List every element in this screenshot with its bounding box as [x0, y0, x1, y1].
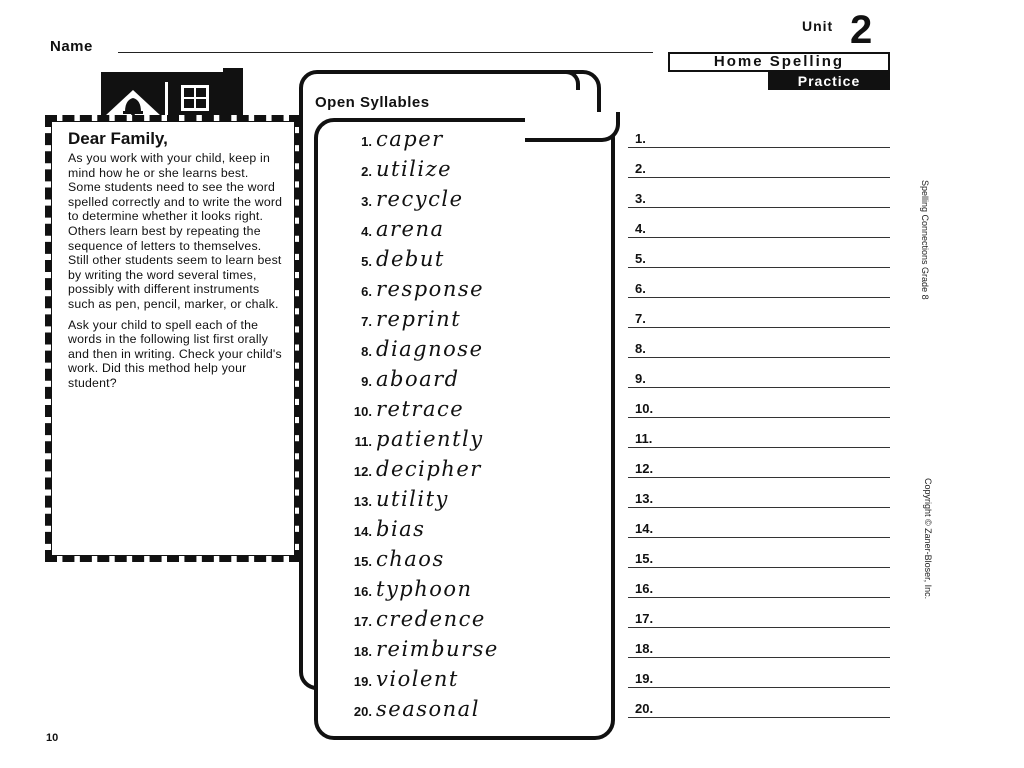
answer-number: 13.: [635, 491, 654, 506]
answer-line[interactable]: [628, 338, 890, 358]
word-item: [336, 427, 606, 457]
word-item: [336, 607, 606, 637]
letter-heading: Dear Family,: [68, 129, 168, 148]
answer-line[interactable]: [628, 248, 890, 268]
answer-number: 6.: [635, 281, 646, 296]
spelling-word: seasonal: [376, 697, 480, 721]
spelling-word: decipher: [376, 457, 482, 481]
word-item: [336, 217, 606, 247]
spelling-word: violent: [376, 667, 459, 691]
word-item: [336, 307, 606, 337]
word-number: 1.: [361, 134, 372, 149]
spelling-word: retrace: [376, 397, 465, 421]
letter-paragraph-1: As you work with your child, keep in mind how he or she learns best. Some students need to see the word spelled correctly and to write the word to determine whether it looks right. Others learn best by repeating the sequence of letters to themselves. Still other students seem to learn best by writing the word several times, possibly with different instruments such as pen, pencil, marker, or chalk.: [68, 151, 283, 311]
word-number: 2.: [361, 164, 372, 179]
answer-number: 11.: [635, 431, 653, 446]
word-item: [336, 277, 606, 307]
spelling-word: recycle: [376, 187, 464, 211]
answer-line[interactable]: [628, 608, 890, 628]
answer-number: 8.: [635, 341, 646, 356]
word-number: 15.: [353, 554, 372, 569]
spelling-word: bias: [376, 517, 426, 541]
word-item: [336, 517, 606, 547]
copyright-notice: Copyright © Zaner-Bloser, Inc.: [923, 478, 933, 600]
family-letter: [45, 115, 301, 562]
word-number: 4.: [361, 224, 372, 239]
word-item: [336, 397, 606, 427]
word-item: [336, 457, 606, 487]
spelling-word: diagnose: [376, 337, 484, 361]
answer-number: 10.: [635, 401, 654, 416]
spelling-word: reprint: [376, 307, 462, 331]
answer-number: 2.: [635, 161, 646, 176]
page-number: 10: [46, 732, 59, 744]
word-item: [336, 367, 606, 397]
word-item: [336, 247, 606, 277]
answer-line[interactable]: [628, 368, 890, 388]
answer-number: 14.: [635, 521, 654, 536]
spelling-word: utilize: [376, 157, 453, 181]
word-number: 10.: [353, 404, 372, 419]
word-number: 7.: [361, 314, 372, 329]
spelling-word: patiently: [376, 427, 484, 451]
answer-number: 1.: [635, 131, 646, 146]
answer-number: 7.: [635, 311, 646, 326]
word-number: 20.: [353, 704, 372, 719]
house-icon: [93, 68, 250, 118]
word-number: 14.: [353, 524, 372, 539]
answer-line[interactable]: [628, 398, 890, 418]
word-number: 11.: [354, 434, 372, 449]
word-item: [336, 157, 606, 187]
answer-line[interactable]: [628, 578, 890, 598]
name-label: Name: [50, 38, 93, 55]
spelling-word: caper: [376, 127, 444, 151]
spelling-word: aboard: [376, 367, 460, 391]
spelling-word: chaos: [376, 547, 445, 571]
unit-label: Unit: [802, 18, 834, 34]
book-title: Spelling Connections Grade 8: [920, 180, 930, 300]
word-number: 12.: [353, 464, 372, 479]
answer-number: 9.: [635, 371, 646, 386]
answer-number: 18.: [635, 641, 654, 656]
answer-line[interactable]: [628, 128, 890, 148]
answer-number: 3.: [635, 191, 646, 206]
answer-line[interactable]: [628, 218, 890, 238]
spelling-word: utility: [376, 487, 449, 511]
spelling-word: reimburse: [376, 637, 499, 661]
word-item: [336, 187, 606, 217]
spelling-word: typhoon: [376, 577, 473, 601]
answer-number: 16.: [635, 581, 654, 596]
answer-line[interactable]: [628, 308, 890, 328]
answer-line[interactable]: [628, 548, 890, 568]
answer-line[interactable]: [628, 668, 890, 688]
word-number: 17.: [353, 614, 372, 629]
answer-line[interactable]: [628, 488, 890, 508]
answer-line[interactable]: [628, 428, 890, 448]
word-number: 6.: [361, 284, 372, 299]
list-title: Open Syllables: [315, 94, 430, 111]
spelling-word: response: [376, 277, 485, 301]
answer-line[interactable]: [628, 158, 890, 178]
answer-number: 12.: [635, 461, 654, 476]
answer-number: 17.: [635, 611, 654, 626]
answer-number: 19.: [635, 671, 654, 686]
answer-number: 20.: [635, 701, 654, 716]
word-number: 18.: [353, 644, 372, 659]
word-item: [336, 637, 606, 667]
word-item: [336, 337, 606, 367]
word-number: 8.: [361, 344, 372, 359]
name-field[interactable]: [118, 52, 653, 53]
letter-paragraph-2: Ask your child to spell each of the words in the following list first orally and then in writing. Check your child's work. Did this method help your student?: [68, 317, 282, 390]
spelling-word: debut: [376, 247, 445, 271]
word-number: 3.: [361, 194, 372, 209]
answer-number: 5.: [635, 251, 646, 266]
answer-line[interactable]: [628, 518, 890, 538]
unit-number: 2: [850, 8, 873, 52]
answer-number: 15.: [635, 551, 654, 566]
page-title: Home Spelling: [668, 52, 890, 72]
answer-number: 4.: [635, 221, 646, 236]
word-item: [336, 697, 606, 727]
spelling-word: arena: [376, 217, 445, 241]
window-icon: [181, 85, 209, 111]
word-number: 9.: [361, 374, 372, 389]
word-number: 16.: [353, 584, 372, 599]
answer-line[interactable]: [628, 458, 890, 478]
folder-tab: [510, 70, 580, 90]
word-number: 5.: [361, 254, 372, 269]
spelling-word: credence: [376, 607, 486, 631]
answer-line[interactable]: [628, 188, 890, 208]
word-item: [336, 547, 606, 577]
word-item: [336, 667, 606, 697]
answer-line[interactable]: [628, 698, 890, 718]
word-item: [336, 487, 606, 517]
answer-line[interactable]: [628, 278, 890, 298]
page-subtitle: Practice: [768, 72, 890, 90]
answer-line[interactable]: [628, 638, 890, 658]
word-number: 13.: [353, 494, 372, 509]
word-item: [336, 577, 606, 607]
word-number: 19.: [353, 674, 372, 689]
word-item: [336, 127, 606, 157]
